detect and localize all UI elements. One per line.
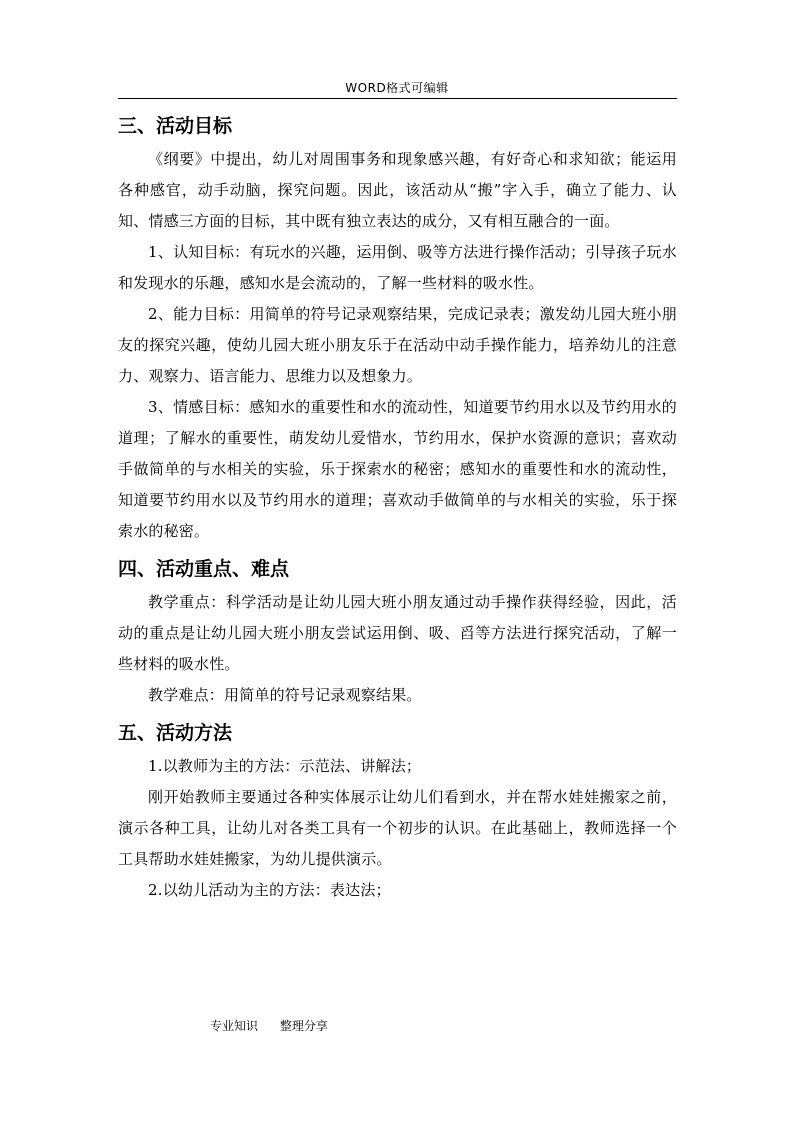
section-heading: 四、活动重点、难点 bbox=[118, 558, 290, 580]
paragraph: 1、认知目标：有玩水的兴趣，运用倒、吸等方法进行操作活动；引导孩子玩水和发现水的乐趣，感知水是会流动的，了解一些材料的吸水性。 bbox=[118, 243, 677, 292]
paragraph: 刚开始教师主要通过各种实体展示让幼儿们看到水，并在帮水娃娃搬家之前，演示各种工具，让幼儿对各类工具有一个初步的认识。在此基础上，教师选择一个工具帮助水娃娃搬家，为幼儿提供演示。 bbox=[118, 788, 677, 868]
section-key-points bbox=[118, 551, 677, 711]
header-text: WORD格式可编辑 bbox=[345, 81, 449, 95]
paragraph: 1.以教师为主的方法：示范法、讲解法； bbox=[148, 757, 422, 775]
paragraph: 教学重点：科学活动是让幼儿园大班小朋友通过动手操作获得经验，因此，活动的重点是让幼儿园大班小朋友尝试运用倒、吸、舀等方法进行探究活动，了解一些材料的吸水性。 bbox=[118, 593, 677, 673]
paragraph: 教学难点：用简单的符号记录观察结果。 bbox=[148, 686, 422, 704]
paragraph: 3、情感目标：感知水的重要性和水的流动性，知道要节约用水以及节约用水的道理；了解水的重要性，萌发幼儿爱惜水，节约用水，保护水资源的意识；喜欢动手做简单的与水相关的实验，乐于探索水的秘密；感知水的重要性和水的流动性，知道要节约用水以及节约用水的道理；喜欢动手做简单的与水相关的实验，乐于探索水的秘密。 bbox=[118, 398, 677, 540]
section-activity-goals bbox=[118, 108, 677, 547]
header-divider bbox=[118, 98, 677, 99]
section-heading: 三、活动目标 bbox=[118, 115, 233, 137]
section-heading: 五、活动方法 bbox=[118, 722, 233, 744]
footer-right-text: 整理分享 bbox=[279, 1019, 328, 1033]
paragraph: 《纲要》中提出，幼儿对周围事务和现象感兴趣，有好奇心和求知欲；能运用各种感官，动手动脑，探究问题。因此，该活动从“搬”字入手，确立了能力、认知、情感三方面的目标，其中既有独立表达的成分，又有相互融合的一面。 bbox=[118, 150, 677, 230]
page-footer bbox=[210, 1017, 346, 1034]
paragraph: 2.以幼儿活动为主的方法：表达法； bbox=[148, 881, 391, 899]
section-activity-methods bbox=[118, 715, 677, 906]
footer-left-text: 专业知识 bbox=[210, 1019, 259, 1033]
paragraph: 2、能力目标：用简单的符号记录观察结果，完成记录表；激发幼儿园大班小朋友的探究兴趣，使幼儿园大班小朋友乐于在活动中动手操作能力，培养幼儿的注意力、观察力、语言能力、思维力以及想象力。 bbox=[118, 305, 677, 385]
document-body bbox=[118, 108, 677, 906]
